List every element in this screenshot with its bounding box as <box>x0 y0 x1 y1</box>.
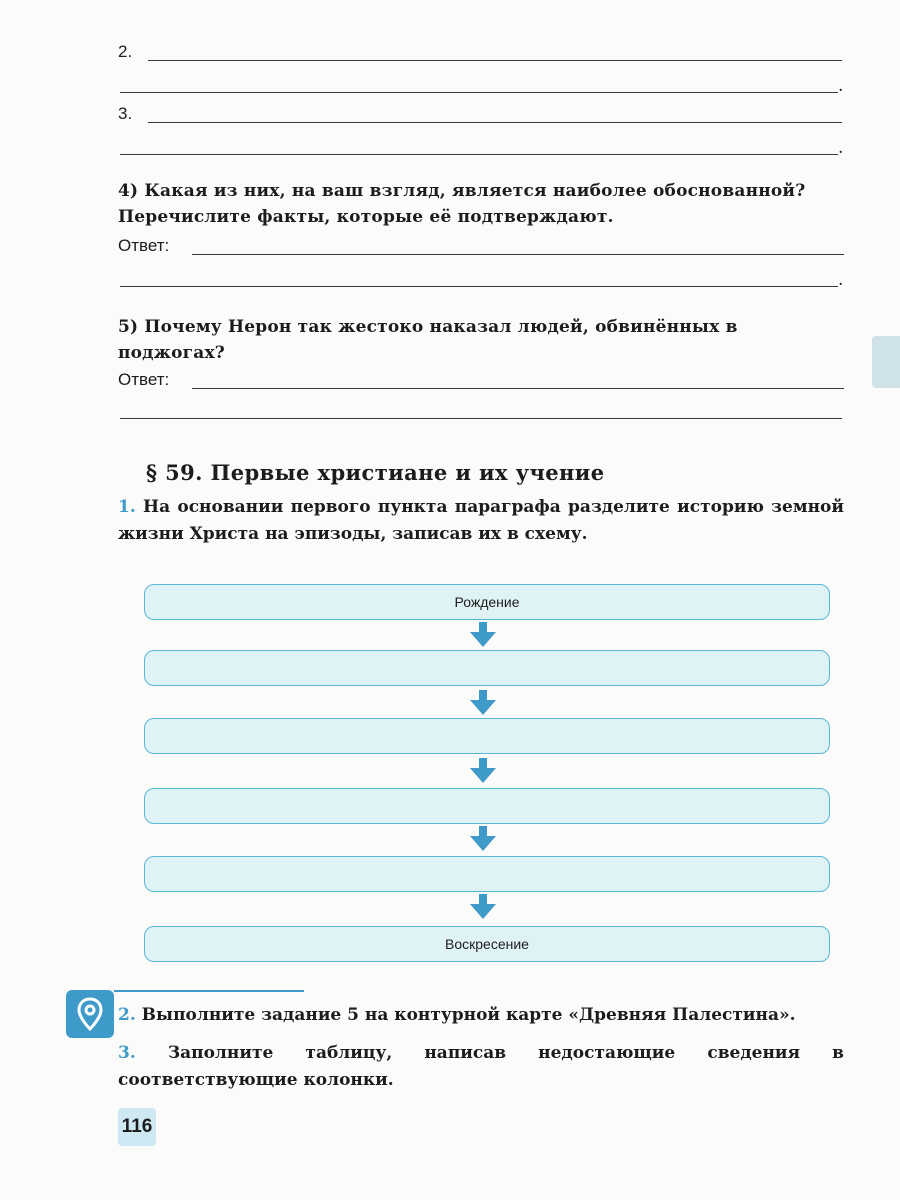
scheme-box-episode[interactable] <box>144 788 830 824</box>
map-pin-icon <box>66 990 114 1038</box>
scheme-box-episode[interactable] <box>144 650 830 686</box>
answer-line[interactable] <box>120 286 838 287</box>
answer-line[interactable] <box>192 388 844 389</box>
divider <box>114 990 304 992</box>
arrow-down-icon <box>468 688 498 718</box>
item-3-number: 3. <box>118 104 133 123</box>
section-title: § 59. Первые христиане и их учение <box>146 460 605 485</box>
item-2-number: 2. <box>118 42 133 61</box>
scheme-box-resurrection[interactable]: Воскресение <box>144 926 830 962</box>
task-number: 3. <box>118 1043 136 1063</box>
task-number: 2. <box>118 1005 136 1025</box>
answer-line[interactable] <box>120 92 838 93</box>
answer-line[interactable] <box>120 154 838 155</box>
task-text: Заполните таблицу, написав недостающие сведения в соответствующие колонки. <box>118 1043 844 1090</box>
page-number: 116 <box>118 1108 156 1146</box>
task-text: Выполните задание 5 на контурной карте «Древняя Палестина». <box>141 1005 796 1025</box>
scheme-box-episode[interactable] <box>144 718 830 754</box>
task-3 <box>118 1040 844 1094</box>
scheme-box-episode[interactable] <box>144 856 830 892</box>
answer-line[interactable] <box>148 60 842 61</box>
arrow-down-icon <box>468 756 498 786</box>
question-5: 5) Почему Нерон так жестоко наказал людей, обвинённых в поджогах? <box>118 317 738 363</box>
scheme-box-birth[interactable]: Рождение <box>144 584 830 620</box>
task-2 <box>118 1002 844 1029</box>
arrow-down-icon <box>468 892 498 922</box>
task-text: На основании первого пункта параграфа разделите историю земной жизни Христа на эпизоды, записав их в схему. <box>118 497 844 544</box>
answer-line[interactable] <box>120 418 842 419</box>
side-tab <box>872 336 900 388</box>
task-number: 1. <box>118 497 136 517</box>
arrow-down-icon <box>468 824 498 854</box>
answer-line[interactable] <box>192 254 844 255</box>
question-4: 4) Какая из них, на ваш взгляд, является наиболее обоснованной? Перечислите факты, которые её подтверждают. <box>118 181 806 227</box>
answer-label: Ответ: <box>118 236 170 255</box>
answer-line[interactable] <box>148 122 842 123</box>
answer-label: Ответ: <box>118 370 170 389</box>
task-1 <box>118 494 844 548</box>
arrow-down-icon <box>468 620 498 650</box>
